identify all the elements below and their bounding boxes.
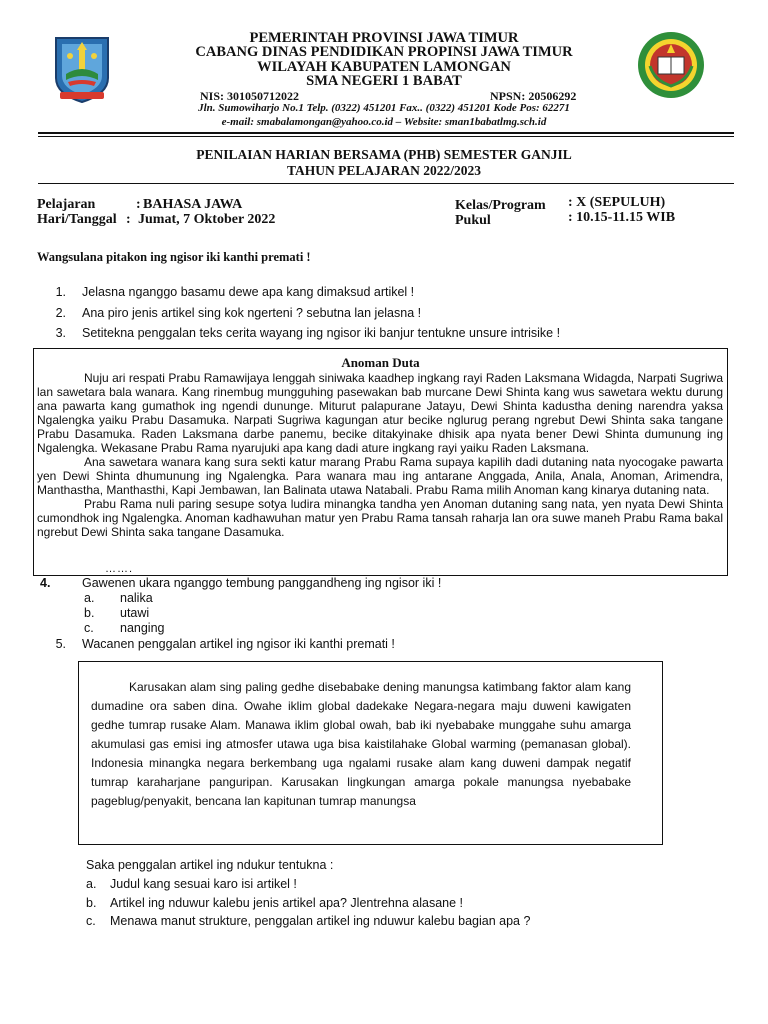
option-text: nanging — [120, 621, 165, 635]
story-title: Anoman Duta — [341, 355, 420, 370]
header-divider-thin — [38, 136, 734, 137]
time-value: : 10.15-11.15 WIB — [568, 210, 676, 225]
question-number: 2. — [55, 306, 66, 320]
story-paragraph: Prabu Rama nuli paring sesupe sotya ludira minangka tandha yen Anoman dutaning sang nata, yen nyata Dewi Shinta cumondhok ing Ngalengka. Anoman kadhawuhan matur yen Prabu Rama tansah raharja lan ora suwe maneh Prabu Rama bakal ngrebut Dewi Shinta saka tangane Dasamuka. — [37, 497, 723, 539]
story-paragraph: Nuju ari respati Prabu Ramawijaya lenggah siniwaka kaadhep ingkang rayi Raden Laksmana Widagda, Narpati Sugriwa lan sawetara bala wanara. Kang rinembug mungguhing pasewakan bab murcane Dewi Shinta kang wus sawetara wektu durung ana pawarta kang gumathok ing ngendi dununge. Miturut palapurane Jatayu, Dewi Shinta kadustha dening narendra yaksa Ngalengka yaiku Prabu Dasamuka. Narpati Sugriwa kagungan atur becike nglurug perang ngrebut Dewi Shinta saka tangane Prabu Dasamuka. Raden Laksmana darbe panemu, becike ditakyinake dhisik apa nyata bener Dewi Shinta dumunung ing Ngalengka. Wekasane Prabu Rama nyarujuki apa kang dadi ature ingkang rayi yaiku Raden Laksmana. — [37, 371, 723, 455]
followup-letter: b. — [86, 896, 97, 910]
option-letter: b. — [84, 606, 95, 620]
title-divider — [38, 183, 734, 184]
header-divider-thick — [38, 132, 734, 134]
exam-instruction: Wangsulana pitakon ing ngisor iki kanthi premati ! — [37, 250, 311, 264]
question-text: Setitekna penggalan teks cerita wayang ing ngisor iki banjur tentukne unsure intrisike ! — [82, 326, 561, 340]
school-address: Jln. Sumowiharjo No.1 Telp. (0322) 451201 Fax.. (0322) 451201 Kode Pos: 62271 — [198, 102, 570, 114]
subject-label: Pelajaran — [37, 197, 96, 212]
question-number: 5. — [55, 637, 66, 651]
option-letter: a. — [84, 591, 95, 605]
option-text: utawi — [120, 606, 150, 620]
school-nis: NIS: 301050712022 — [200, 89, 300, 103]
story-paragraph: Ana sawetara wanara kang sura sekti katur marang Prabu Rama supaya kapilih dadi dutaning nata nyocogake pawarta yen Dewi Shinta dhumunung ing Ngalengka. Para wanara mau ing antarane Anggada, Anila, Anala, Anoman, Arimendra, Manthastha, Manthasthi, Kapi Jembawan, lan Balinata utawa Natabali. Prabu Rama milih Anoman kang kinarya dutaning nata. — [37, 455, 723, 497]
story-body — [37, 371, 723, 539]
followup-text: Menawa manut strukture, penggalan artikel ing nduwur kalebu bagian apa ? — [110, 914, 531, 928]
school-contact: e-mail: smabalamongan@yahoo.co.id – Website: sman1babatlmg.sch.id — [221, 116, 547, 128]
header-government: PEMERINTAH PROVINSI JAWA TIMUR — [249, 30, 519, 46]
question-text: Gawenen ukara nganggo tembung panggandheng ing ngisor iki ! — [82, 576, 442, 590]
exam-year: TAHUN PELAJARAN 2022/2023 — [286, 163, 481, 178]
question-number: 1. — [55, 285, 66, 299]
followup-text: Judul kang sesuai karo isi artikel ! — [110, 877, 297, 891]
question-text: Ana piro jenis artikel sing kok ngerteni ? sebutna lan jelasna ! — [82, 306, 422, 320]
followup-intro: Saka penggalan artikel ing ndukur tentukna : — [86, 858, 334, 872]
subject-colon: : — [136, 197, 141, 212]
followup-text: Artikel ing nduwur kalebu jenis artikel apa? Jlentrehna alasane ! — [110, 896, 463, 910]
exam-title: PENILAIAN HARIAN BERSAMA (PHB) SEMESTER GANJIL — [196, 147, 572, 162]
question-text: Wacanen penggalan artikel ing ngisor iki kanthi premati ! — [82, 637, 395, 651]
option-text: nalika — [120, 591, 153, 605]
date-value: Jumat, 7 Oktober 2022 — [138, 212, 276, 227]
option-letter: c. — [84, 621, 94, 635]
date-label: Hari/Tanggal — [37, 212, 117, 227]
header-region: WILAYAH KABUPATEN LAMONGAN — [257, 59, 511, 75]
time-label: Pukul — [455, 213, 491, 228]
date-colon: : — [126, 212, 131, 227]
article-body — [91, 678, 631, 811]
header-agency: CABANG DINAS PENDIDIKAN PROPINSI JAWA TIMUR — [195, 44, 573, 60]
header-school-name: SMA NEGERI 1 BABAT — [306, 73, 462, 89]
question-text: Jelasna nganggo basamu dewe apa kang dimaksud artikel ! — [82, 285, 415, 299]
school-npsn: NPSN: 20506292 — [490, 89, 577, 103]
article-paragraph: Karusakan alam sing paling gedhe disebabake dening manungsa katimbang faktor alam kang dumadine ora saben dina. Owahe iklim global dadekake Negara-negara maju duweni kawigaten gedhe tumrap rusake Alam. Manawa iklim global owah, bab iki nyebabake munggahe suhu amarga akumulasi gas emisi ing atmosfer utawa uga bisa kaistilahake Global warming (pemanasan global). Indonesia minangka negara berkembang uga ngalami rusake alam kang duweni dampak negatif tumrap karaharjane panguripan. Karusakan lingkungan amarga pokale manungsa nyebabake pageblug/penyakit, bencana lan kapitunan tumrap manungsa — [91, 680, 631, 808]
question-number: 3. — [55, 326, 66, 340]
followup-letter: a. — [86, 877, 97, 891]
question-number: 4. — [40, 576, 51, 590]
class-label: Kelas/Program — [455, 198, 546, 213]
story-ellipsis: ……. — [105, 563, 134, 575]
followup-letter: c. — [86, 914, 96, 928]
subject-value: BAHASA JAWA — [143, 197, 243, 212]
class-value: : X (SEPULUH) — [568, 195, 666, 210]
